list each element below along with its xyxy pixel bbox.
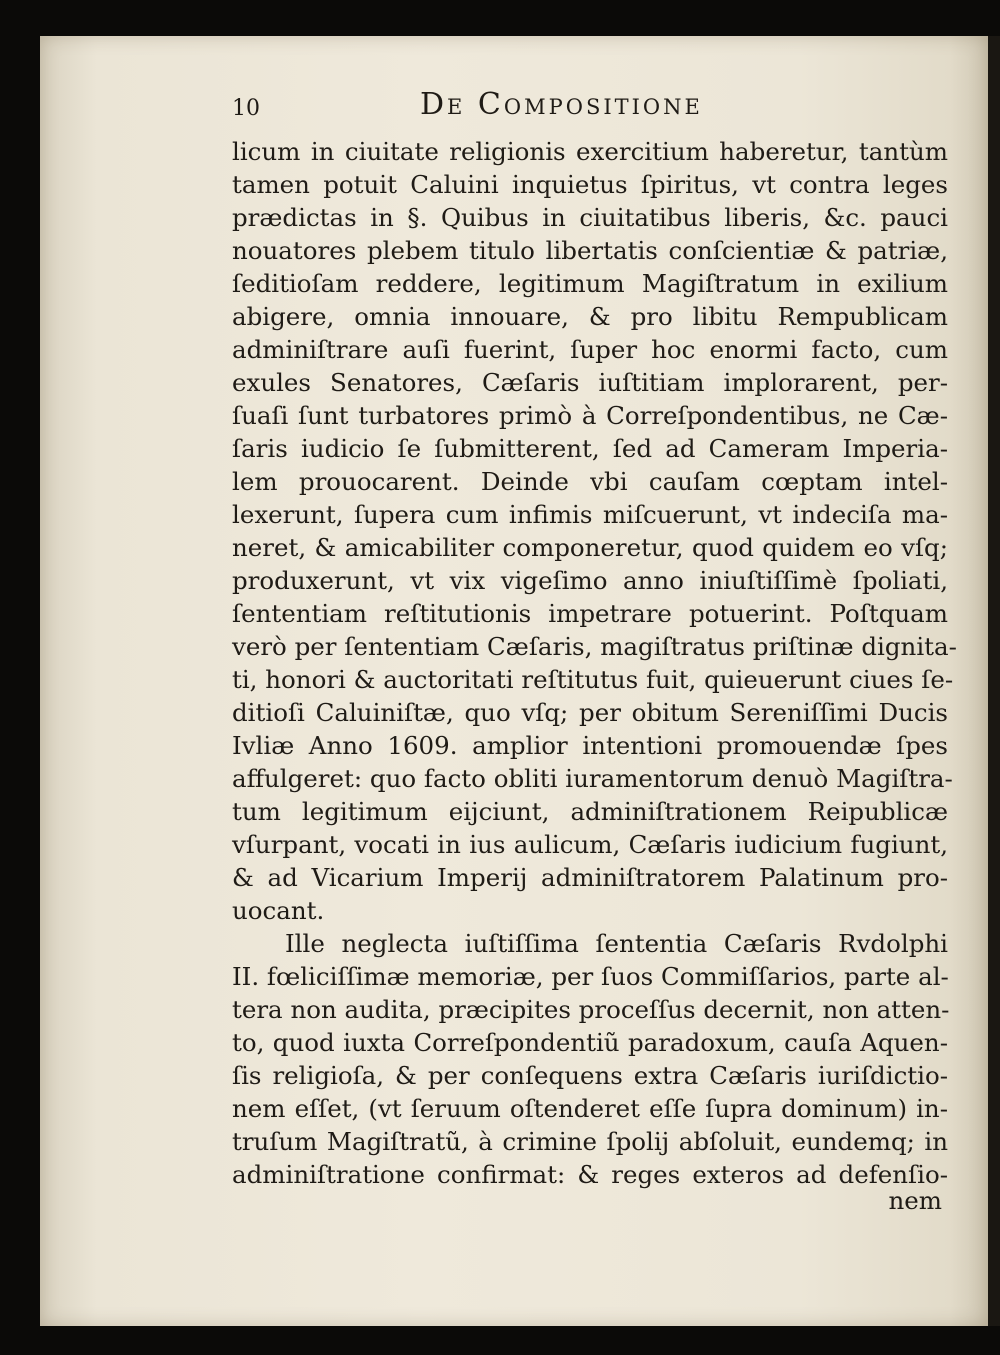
text-line: neret, & amicabiliter componeretur, quod quidem eo vſq; xyxy=(232,533,948,562)
text-line: lexerunt, ſupera cum infimis miſcuerunt, vt indeciſa ma- xyxy=(232,500,948,529)
page-number: 10 xyxy=(232,96,260,121)
text-line: vſurpant, vocati in ius aulicum, Cæſaris iudicium fugiunt, xyxy=(232,830,948,859)
text-line: adminiſtrare auſi fuerint, ſuper hoc enormi facto, cum xyxy=(232,335,948,364)
text-line: ſententiam reſtitutionis impetrare potuerint. Poſtquam xyxy=(232,599,948,628)
text-line: Ivliæ Anno 1609. amplior intentioni promouendæ ſpes xyxy=(232,731,948,760)
text-line: Ille neglecta iuſtiſſima ſententia Cæſaris Rvdolphi xyxy=(285,929,948,958)
text-line: ti, honori & auctoritati reſtitutus fuit, quieuerunt ciues ſe- xyxy=(232,665,954,694)
text-line: ſaris iudicio ſe ſubmitterent, ſed ad Cameram Imperia- xyxy=(232,434,948,463)
text-line: nouatores plebem titulo libertatis conſcientiæ & patriæ, xyxy=(232,236,948,265)
text-line: verò per ſententiam Cæſaris, magiſtratus priſtinæ dignita- xyxy=(232,632,957,661)
text-line: affulgeret: quo facto obliti iuramentorum denuò Magiſtra- xyxy=(232,764,953,793)
text-line: prædictas in §. Quibus in ciuitatibus liberis, &c. pauci xyxy=(232,203,948,232)
text-line: produxerunt, vt vix vigeſimo anno iniuſtiſſimè ſpoliati, xyxy=(232,566,948,595)
text-line: tamen potuit Caluini inquietus ſpiritus, vt contra leges xyxy=(232,170,948,199)
text-line: licum in ciuitate religionis exercitium haberetur, tantùm xyxy=(232,137,948,166)
text-line: truſum Magiſtratũ, à crimine ſpolij abſoluit, eundemq; in xyxy=(232,1127,948,1156)
text-line: & ad Vicarium Imperij adminiſtratorem Palatinum pro- xyxy=(232,863,948,892)
text-line: ſuaſi ſunt turbatores primò à Correſpondentibus, ne Cæ- xyxy=(232,401,948,430)
text-line: tera non audita, præcipites proceſſus decernit, non atten- xyxy=(232,995,950,1024)
text-line: tum legitimum eijciunt, adminiſtrationem Reipublicæ xyxy=(232,797,948,826)
text-line: ſeditioſam reddere, legitimum Magiſtratum in exilium xyxy=(232,269,948,298)
text-line: ſis religioſa, & per conſequens extra Cæſaris iuriſdictio- xyxy=(232,1061,948,1090)
catchword: nem xyxy=(888,1186,942,1215)
running-head: De Compositione xyxy=(420,87,703,122)
text-line: exules Senatores, Cæſaris iuſtitiam implorarent, per- xyxy=(232,368,948,397)
text-line: nem eſſet, (vt ſeruum oſtenderet eſſe ſupra dominum) in- xyxy=(232,1094,948,1123)
text-line: to, quod iuxta Correſpondentiũ paradoxum, cauſa Aquen- xyxy=(232,1028,948,1057)
text-line: ditioſi Caluiniſtæ, quo vſq; per obitum Sereniſſimi Ducis xyxy=(232,698,948,727)
page-edge xyxy=(988,36,1000,1326)
text-line: uocant. xyxy=(232,896,325,925)
text-line: lem prouocarent. Deinde vbi cauſam cœptam intel- xyxy=(232,467,948,496)
text-line: adminiſtratione confirmat: & reges exteros ad defenſio- xyxy=(232,1160,948,1189)
text-line: II. fœliciſſimæ memoriæ, per ſuos Commiſſarios, parte al- xyxy=(232,962,949,991)
text-line: abigere, omnia innouare, & pro libitu Rempublicam xyxy=(232,302,948,331)
